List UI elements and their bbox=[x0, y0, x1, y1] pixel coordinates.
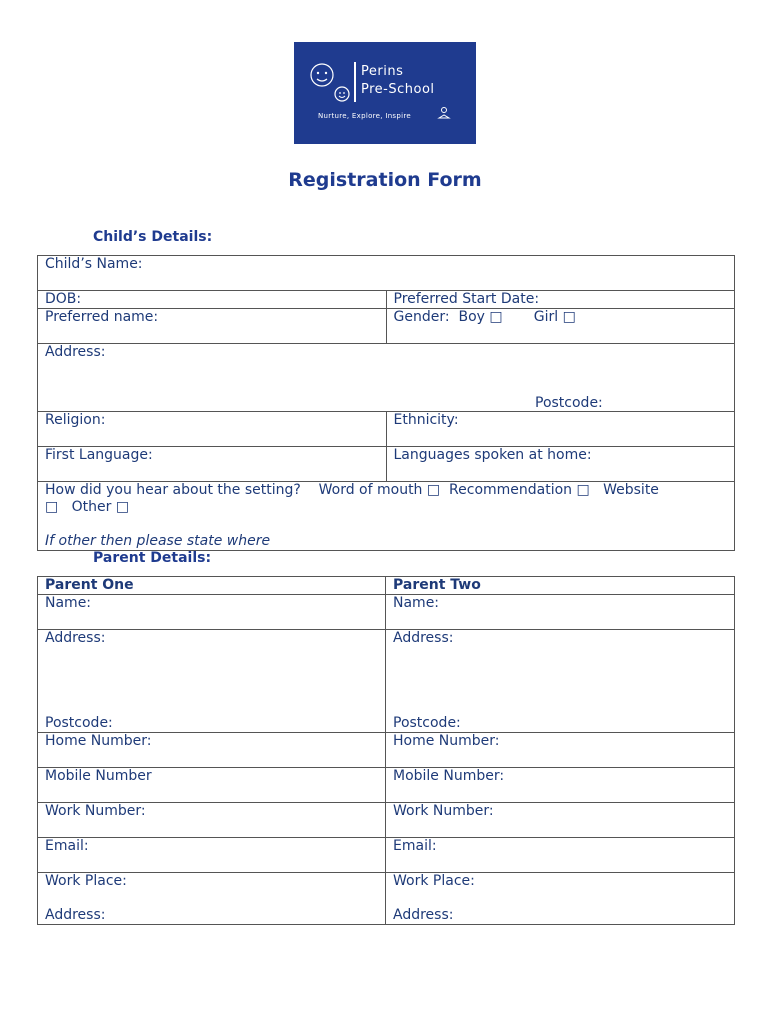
parent-two-mobile-field[interactable] bbox=[386, 768, 735, 803]
parent-one-postcode-label: Postcode: bbox=[45, 715, 113, 731]
parent-two-mobile-label: Mobile Number: bbox=[393, 768, 505, 784]
parent-one-address-field[interactable] bbox=[38, 630, 386, 733]
parent-two-work-place-label: Work Place: bbox=[393, 873, 475, 889]
parent-two-address-label: Address: bbox=[393, 630, 454, 646]
other-checkbox[interactable]: □ bbox=[115, 499, 130, 515]
parent-two-header: Parent Two bbox=[386, 577, 735, 595]
parent-two-work-place-field[interactable] bbox=[386, 873, 735, 925]
logo-divider bbox=[354, 62, 356, 102]
recommendation-checkbox[interactable]: □ bbox=[576, 482, 590, 498]
parent-one-address-label: Address: bbox=[45, 630, 106, 646]
how-heard-label: How did you hear about the setting? bbox=[45, 482, 301, 498]
parent-details-table bbox=[37, 576, 735, 925]
first-language-field[interactable] bbox=[38, 447, 387, 482]
preferred-name-label: Preferred name: bbox=[45, 309, 159, 325]
parent-one-work-place-label: Work Place: bbox=[45, 873, 127, 889]
ethnicity-field[interactable] bbox=[386, 412, 735, 447]
gender-girl-label: Girl bbox=[533, 309, 559, 325]
logo-tagline: Nurture, Explore, Inspire bbox=[318, 112, 411, 120]
religion-label: Religion: bbox=[45, 412, 106, 428]
parent-two-home-number-field[interactable] bbox=[386, 733, 735, 768]
parent-two-work-address-label: Address: bbox=[393, 907, 454, 923]
parent-one-work-number-field[interactable] bbox=[38, 803, 386, 838]
first-language-label: First Language: bbox=[45, 447, 153, 463]
preschool-logo bbox=[294, 42, 476, 144]
child-reading-icon bbox=[437, 106, 451, 120]
preferred-name-field[interactable] bbox=[38, 309, 387, 344]
child-address-label: Address: bbox=[45, 344, 106, 360]
parent-one-work-number-label: Work Number: bbox=[45, 803, 146, 819]
child-postcode-label: Postcode: bbox=[535, 395, 603, 411]
if-other-note: If other then please state where bbox=[45, 533, 271, 549]
preferred-start-date-label: Preferred Start Date: bbox=[393, 291, 540, 307]
parent-one-name-label: Name: bbox=[45, 595, 92, 611]
boy-checkbox[interactable]: □ bbox=[489, 309, 503, 325]
gender-boy-label: Boy bbox=[458, 309, 485, 325]
girl-checkbox[interactable]: □ bbox=[562, 309, 576, 325]
gender-field bbox=[386, 309, 735, 344]
website-label: Website bbox=[603, 482, 659, 498]
recommendation-label: Recommendation bbox=[449, 482, 573, 498]
gender-label: Gender: bbox=[393, 309, 450, 325]
parent-one-mobile-label: Mobile Number bbox=[45, 768, 152, 784]
ethnicity-label: Ethnicity: bbox=[393, 412, 459, 428]
parent-one-email-field[interactable] bbox=[38, 838, 386, 873]
languages-home-label: Languages spoken at home: bbox=[393, 447, 592, 463]
children-faces-icon bbox=[308, 60, 352, 104]
parent-one-mobile-field[interactable] bbox=[38, 768, 386, 803]
parent-one-name-field[interactable] bbox=[38, 595, 386, 630]
preferred-start-date-field[interactable] bbox=[386, 291, 735, 309]
word-of-mouth-checkbox[interactable]: □ bbox=[426, 482, 441, 498]
parent-one-home-number-field[interactable] bbox=[38, 733, 386, 768]
parent-one-work-place-field[interactable] bbox=[38, 873, 386, 925]
website-checkbox[interactable]: □ bbox=[45, 499, 59, 515]
religion-field[interactable] bbox=[38, 412, 387, 447]
dob-field[interactable] bbox=[38, 291, 387, 309]
child-address-field[interactable] bbox=[38, 344, 735, 412]
childs-details-heading: Child’s Details: bbox=[93, 229, 213, 245]
childs-name-label: Child’s Name: bbox=[45, 256, 143, 272]
parent-one-work-address-label: Address: bbox=[45, 907, 106, 923]
parent-two-postcode-label: Postcode: bbox=[393, 715, 461, 731]
word-of-mouth-label: Word of mouth bbox=[318, 482, 423, 498]
parent-one-home-number-label: Home Number: bbox=[45, 733, 152, 749]
logo-name-line2: Pre-School bbox=[361, 82, 435, 97]
parent-two-work-number-label: Work Number: bbox=[393, 803, 494, 819]
parent-two-email-field[interactable] bbox=[386, 838, 735, 873]
parent-two-work-number-field[interactable] bbox=[386, 803, 735, 838]
page-title: Registration Form bbox=[288, 169, 482, 191]
logo-name-line1: Perins bbox=[361, 64, 404, 79]
parent-one-header: Parent One bbox=[38, 577, 386, 595]
parent-two-home-number-label: Home Number: bbox=[393, 733, 500, 749]
languages-home-field[interactable] bbox=[386, 447, 735, 482]
how-heard-field bbox=[38, 482, 735, 551]
dob-label: DOB: bbox=[45, 291, 82, 307]
other-label: Other bbox=[71, 499, 112, 515]
parent-one-email-label: Email: bbox=[45, 838, 89, 854]
childs-name-field[interactable] bbox=[38, 256, 735, 291]
parent-two-name-field[interactable] bbox=[386, 595, 735, 630]
childs-details-table bbox=[37, 255, 735, 551]
parent-details-heading: Parent Details: bbox=[93, 550, 212, 566]
parent-two-name-label: Name: bbox=[393, 595, 440, 611]
parent-two-email-label: Email: bbox=[393, 838, 437, 854]
parent-two-address-field[interactable] bbox=[386, 630, 735, 733]
